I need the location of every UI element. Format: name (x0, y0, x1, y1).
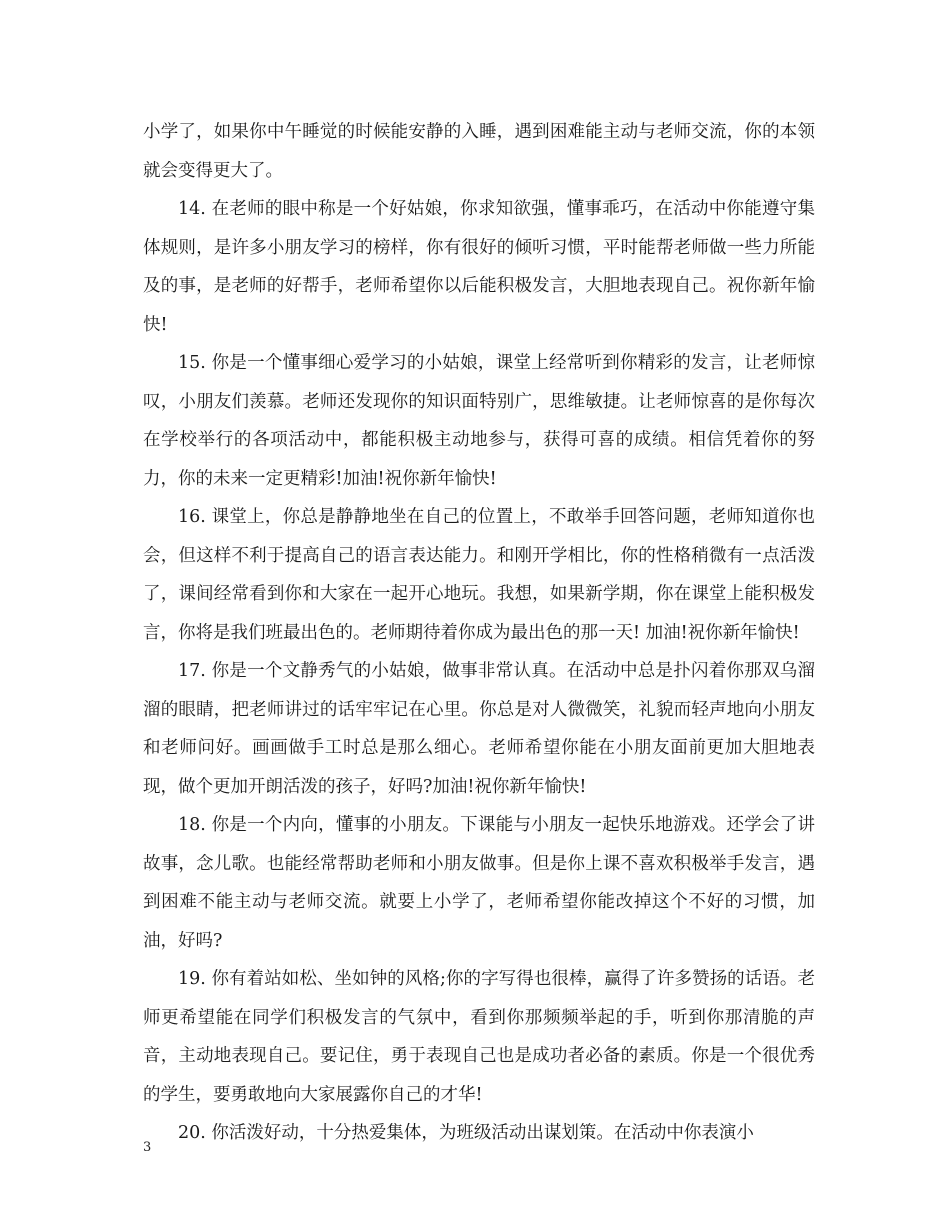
paragraph-18: 18. 你是一个内向，懂事的小朋友。下课能与小朋友一起快乐地游戏。还学会了讲故事，念儿歌。也能经常帮助老师和小朋友做事。但是你上课不喜欢积极举手发言，遇到困难不能主动与老师交流。就要上小学了，老师希望你能改掉这个不好的习惯，加油，好吗? (143, 815, 815, 951)
paragraph-20: 20. 你活泼好动，十分热爱集体，为班级活动出谋划策。在活动中你表演小 (178, 1123, 754, 1143)
page-number: 3 (143, 1140, 152, 1155)
paragraph-17: 17. 你是一个文静秀气的小姑娘，做事非常认真。在活动中总是扑闪着你那双乌溜溜的眼睛，把老师讲过的话牢牢记在心里。你总是对人微微笑，礼貌而轻声地向小朋友和老师问好。画画做手工时总是那么细心。老师希望你能在小朋友面前更加大胆地表现，做个更加开朗活泼的孩子，好吗?加油!祝你新年愉快! (143, 661, 815, 797)
paragraph-15: 15. 你是一个懂事细心爱学习的小姑娘，课堂上经常听到你精彩的发言，让老师惊叹，小朋友们羡慕。老师还发现你的知识面特别广，思维敏捷。让老师惊喜的是你每次在学校举行的各项活动中，都能积极主动地参与，获得可喜的成绩。相信凭着你的努力，你的未来一定更精彩!加油!祝你新年愉快! (143, 353, 815, 489)
paragraph-16: 16. 课堂上，你总是静静地坐在自己的位置上，不敢举手回答问题，老师知道你也会，但这样不利于提高自己的语言表达能力。和刚开学相比，你的性格稍微有一点活泼了，课间经常看到你和大家在一起开心地玩。我想，如果新学期，你在课堂上能积极发言，你将是我们班最出色的。老师期待着你成为最出色的那一天! 加油!祝你新年愉快! (143, 507, 815, 643)
paragraph-14: 14. 在老师的眼中称是一个好姑娘，你求知欲强，懂事乖巧，在活动中你能遵守集体规则，是许多小朋友学习的榜样，你有很好的倾听习惯，平时能帮老师做一些力所能及的事，是老师的好帮手，老师希望你以后能积极发言，大胆地表现自己。祝你新年愉快! (143, 199, 815, 335)
document-body (143, 113, 815, 1153)
paragraph-continuation: 小学了，如果你中午睡觉的时候能安静的入睡，遇到困难能主动与老师交流，你的本领就会变得更大了。 (143, 122, 815, 181)
paragraph-19: 19. 你有着站如松、坐如钟的风格;你的字写得也很棒，赢得了许多赞扬的话语。老师更希望能在同学们积极发言的气氛中，看到你那频频举起的手，听到你那清脆的声音，主动地表现自己。要记住，勇于表现自己也是成功者必备的素质。你是一个很优秀的学生，要勇敢地向大家展露你自己的才华! (143, 969, 815, 1105)
